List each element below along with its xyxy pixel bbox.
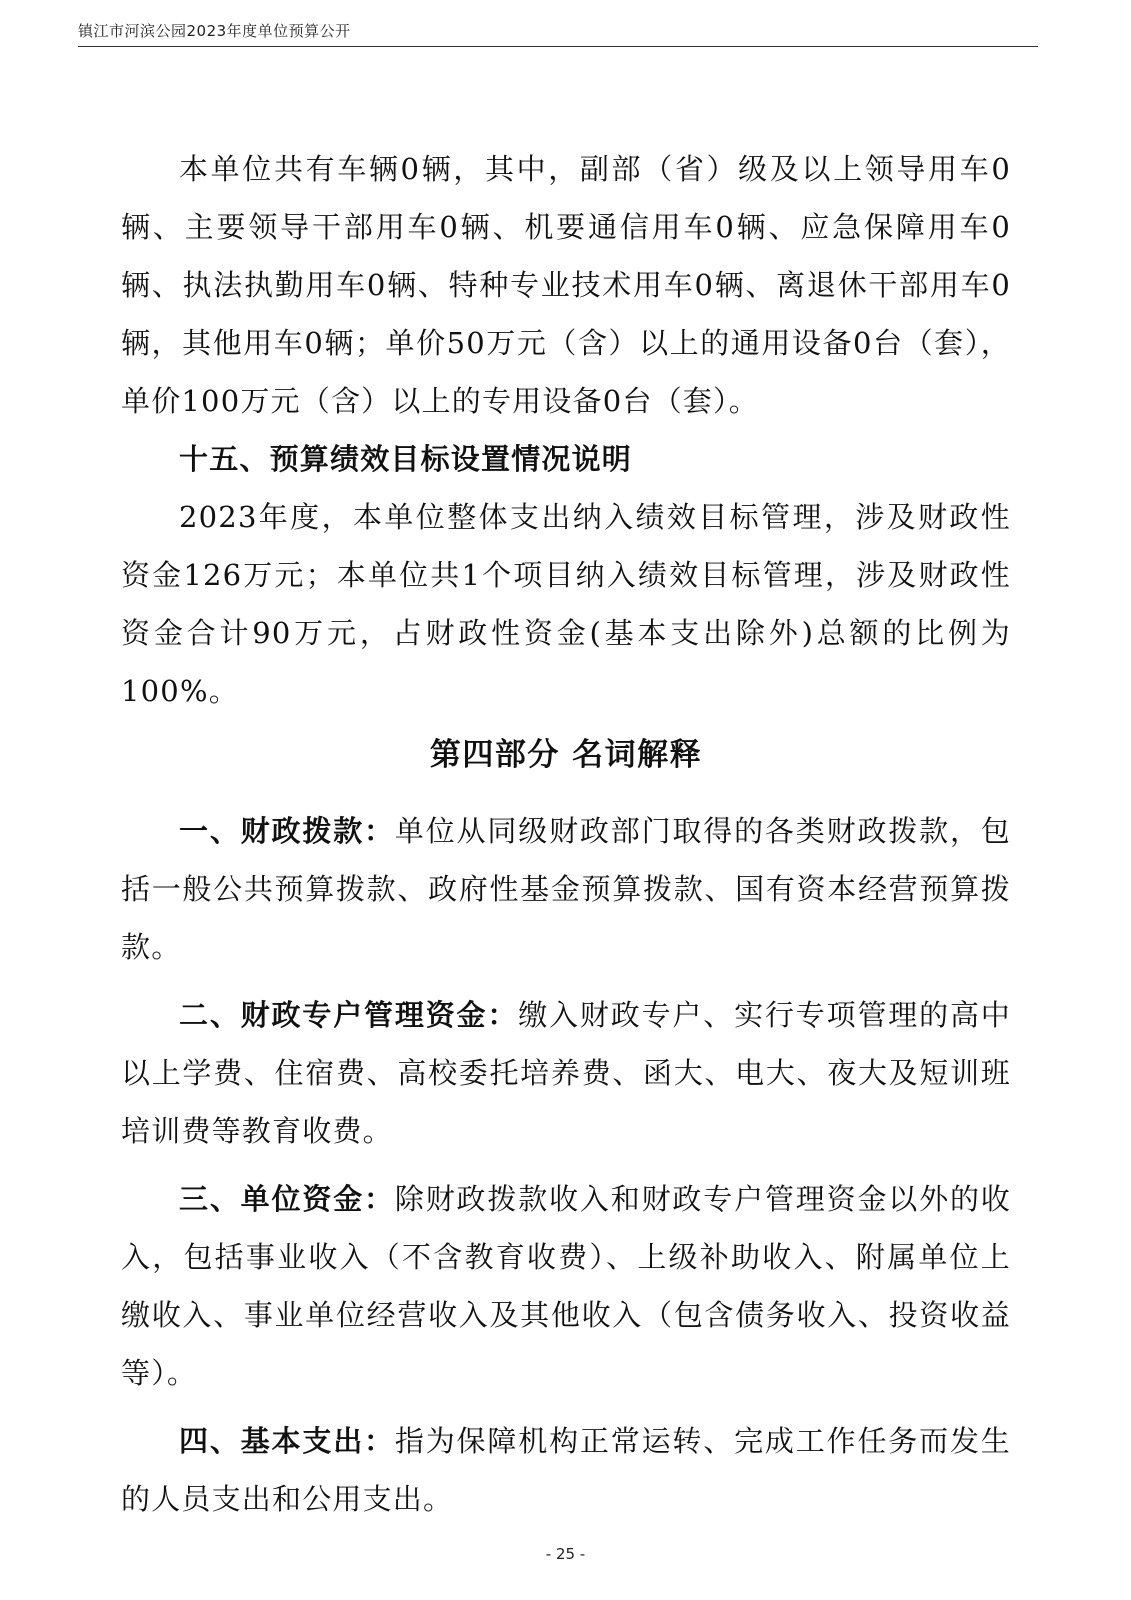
page-number: - 25 - — [545, 1545, 586, 1563]
term-definition: 除财政拨款收入和财政专户管理资金以外的收入，包括事业收入（不含教育收费）、上级补助收入、附属单位上缴收入、事业单位经营收入及其他收入（包含债务收入、投资收益等）。 — [121, 1182, 1011, 1390]
part-4-title: 第四部分 名词解释 — [429, 737, 703, 773]
term-item-unit-funds — [121, 1170, 1011, 1402]
document-body — [121, 140, 1011, 1528]
term-label: 三、单位资金： — [179, 1182, 395, 1216]
header-divider — [78, 46, 1038, 47]
term-definition: 单位从同级财政部门取得的各类财政拨款，包括一般公共预算拨款、政府性基金预算拨款、国有资本经营预算拨款。 — [121, 814, 1011, 964]
page-header-title: 镇江市河滨公园2023年度单位预算公开 — [78, 22, 351, 40]
term-label: 四、基本支出： — [179, 1424, 395, 1458]
term-item-fiscal-appropriation — [121, 802, 1011, 976]
term-definition: 指为保障机构正常运转、完成工作任务而发生的人员支出和公用支出。 — [121, 1424, 1011, 1516]
term-label: 一、财政拨款： — [179, 814, 395, 848]
section-15-heading: 十五、预算绩效目标设置情况说明 — [179, 442, 633, 476]
term-item-special-account-funds — [121, 986, 1011, 1160]
performance-goals-paragraph: 2023年度，本单位整体支出纳入绩效目标管理，涉及财政性资金126万元；本单位共1个项目纳入绩效目标管理，涉及财政性资金合计90万元，占财政性资金(基本支出除外)总额的比例为100%。 — [121, 500, 1011, 708]
term-item-basic-expenditure — [121, 1412, 1011, 1528]
term-definition: 缴入财政专户、实行专项管理的高中以上学费、住宿费、高校委托培养费、函大、电大、夜大及短训班培训费等教育收费。 — [121, 998, 1012, 1148]
term-label: 二、财政专户管理资金： — [179, 998, 519, 1032]
vehicles-paragraph: 本单位共有车辆0辆，其中，副部（省）级及以上领导用车0辆、主要领导干部用车0辆、机要通信用车0辆、应急保障用车0辆、执法执勤用车0辆、特种专业技术用车0辆、离退休干部用车0辆，其他用车0辆；单价50万元（含）以上的通用设备0台（套），单价100万元（含）以上的专用设备0台（套）。 — [121, 152, 1011, 418]
